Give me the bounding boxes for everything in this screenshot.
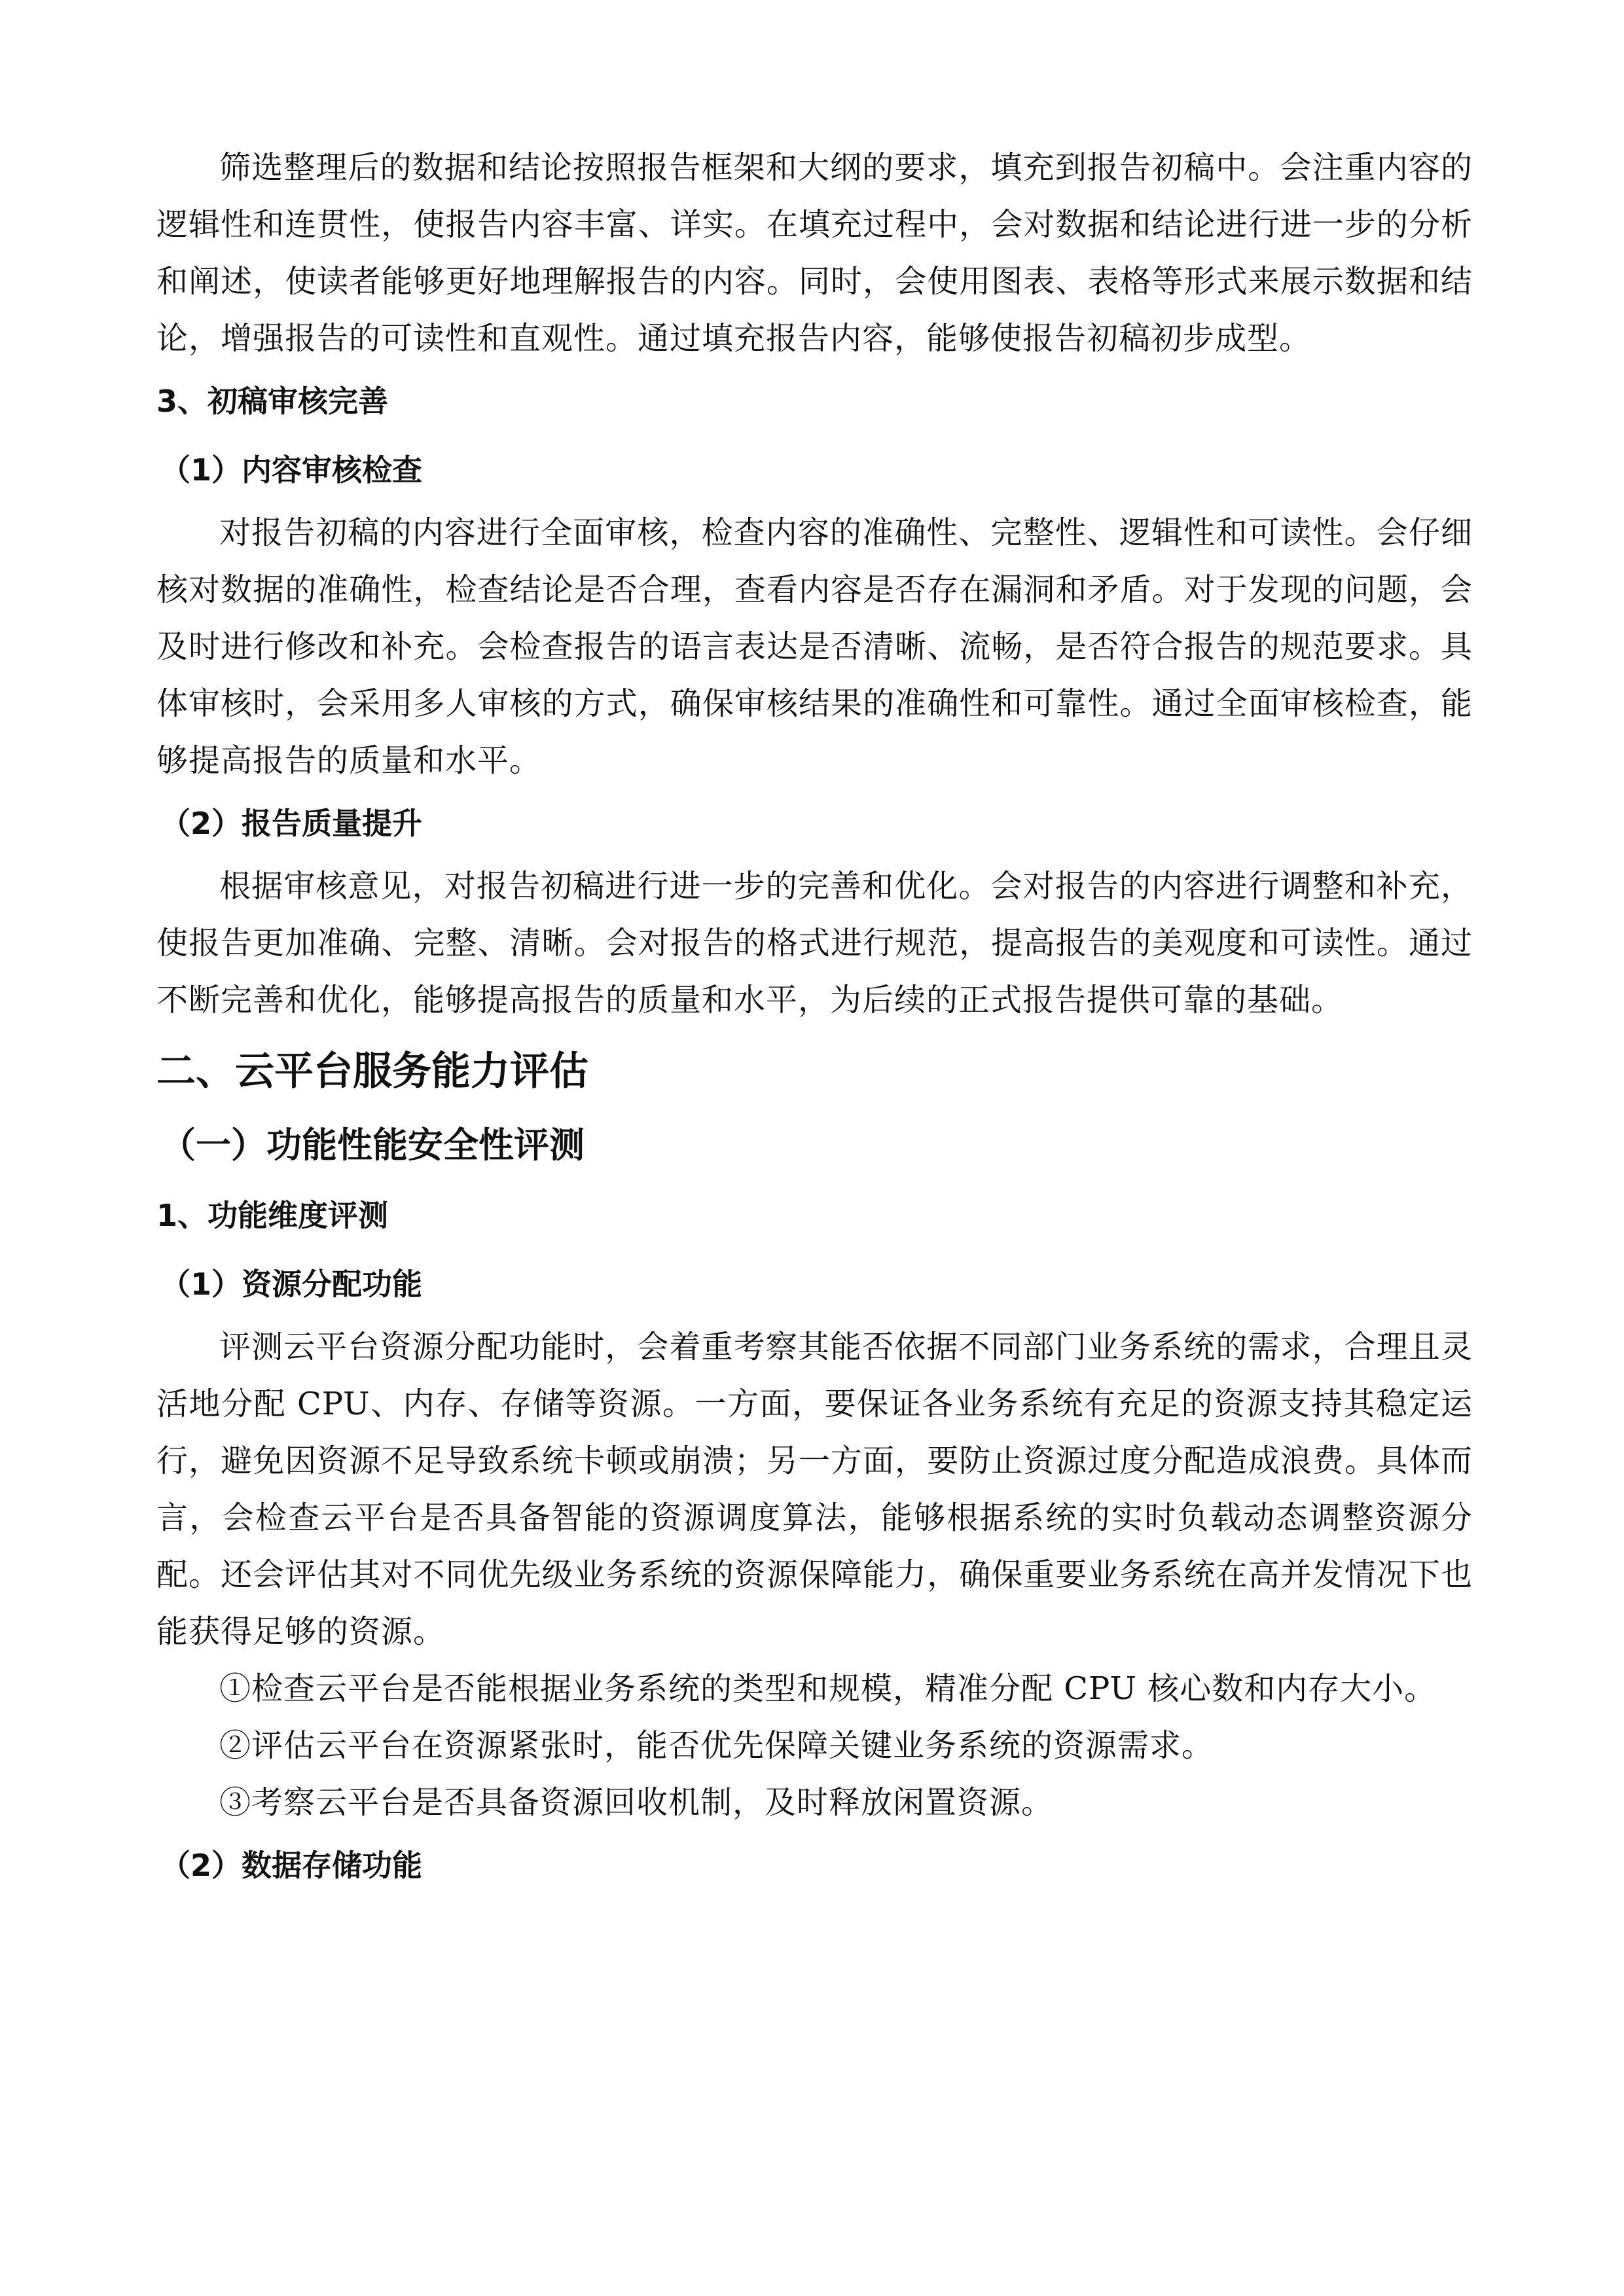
- list-item-check-allocation: ①检查云平台是否能根据业务系统的类型和规模，精准分配 CPU 核心数和内存大小。: [219, 1670, 1437, 1707]
- heading-draft-review: 3、初稿审核完善: [156, 384, 389, 419]
- heading-content-review: （1）内容审核检查: [160, 452, 423, 488]
- heading-quality-improvement: （2）报告质量提升: [160, 806, 423, 841]
- heading-resource-allocation: （1）资源分配功能: [160, 1266, 423, 1302]
- heading-function-evaluation: 1、功能维度评测: [156, 1198, 389, 1233]
- chapter-heading-cloud-capability: 二、云平台服务能力评估: [156, 1049, 588, 1094]
- section-heading-function-performance: （一）功能性能安全性评测: [160, 1124, 585, 1166]
- heading-data-storage: （2）数据存储功能: [160, 1848, 423, 1883]
- list-item-resource-recycling: ③考察云平台是否具备资源回收机制，及时释放闲置资源。: [219, 1784, 1054, 1821]
- paragraph-content-review: 对报告初稿的内容进行全面审核，检查内容的准确性、完整性、逻辑性和可读性。会仔细核对数据的准确性，检查结论是否合理，查看内容是否存在漏洞和矛盾。对于发现的问题，会及时进行修改和补充。会检查报告的语言表达是否清晰、流畅，是否符合报告的规范要求。具体审核时，会采用多人审核的方式，确保审核结果的准确性和可靠性。通过全面审核检查，能够提高报告的质量和水平。: [156, 514, 1473, 779]
- list-item-priority-guarantee: ②评估云平台在资源紧张时，能否优先保障关键业务系统的资源需求。: [219, 1727, 1214, 1764]
- paragraph-report-filling: 筛选整理后的数据和结论按照报告框架和大纲的要求，填充到报告初稿中。会注重内容的逻辑性和连贯性，使报告内容丰富、详实。在填充过程中，会对数据和结论进行进一步的分析和阐述，使读者能够更好地理解报告的内容。同时，会使用图表、表格等形式来展示数据和结论，增强报告的可读性和直观性。通过填充报告内容，能够使报告初稿初步成型。: [156, 149, 1473, 357]
- paragraph-resource-allocation: 评测云平台资源分配功能时，会着重考察其能否依据不同部门业务系统的需求，合理且灵活地分配 CPU、内存、存储等资源。一方面，要保证各业务系统有充足的资源支持其稳定运行，避免因资源不足导致系统卡顿或崩溃；另一方面，要防止资源过度分配造成浪费。具体而言，会检查云平台是否具备智能的资源调度算法，能够根据系统的实时负载动态调整资源分配。还会评估其对不同优先级业务系统的资源保障能力，确保重要业务系统在高并发情况下也能获得足够的资源。: [156, 1329, 1473, 1650]
- paragraph-quality-improvement: 根据审核意见，对报告初稿进行进一步的完善和优化。会对报告的内容进行调整和补充，使报告更加准确、完整、清晰。会对报告的格式进行规范，提高报告的美观度和可读性。通过不断完善和优化，能够提高报告的质量和水平，为后续的正式报告提供可靠的基础。: [156, 868, 1473, 1018]
